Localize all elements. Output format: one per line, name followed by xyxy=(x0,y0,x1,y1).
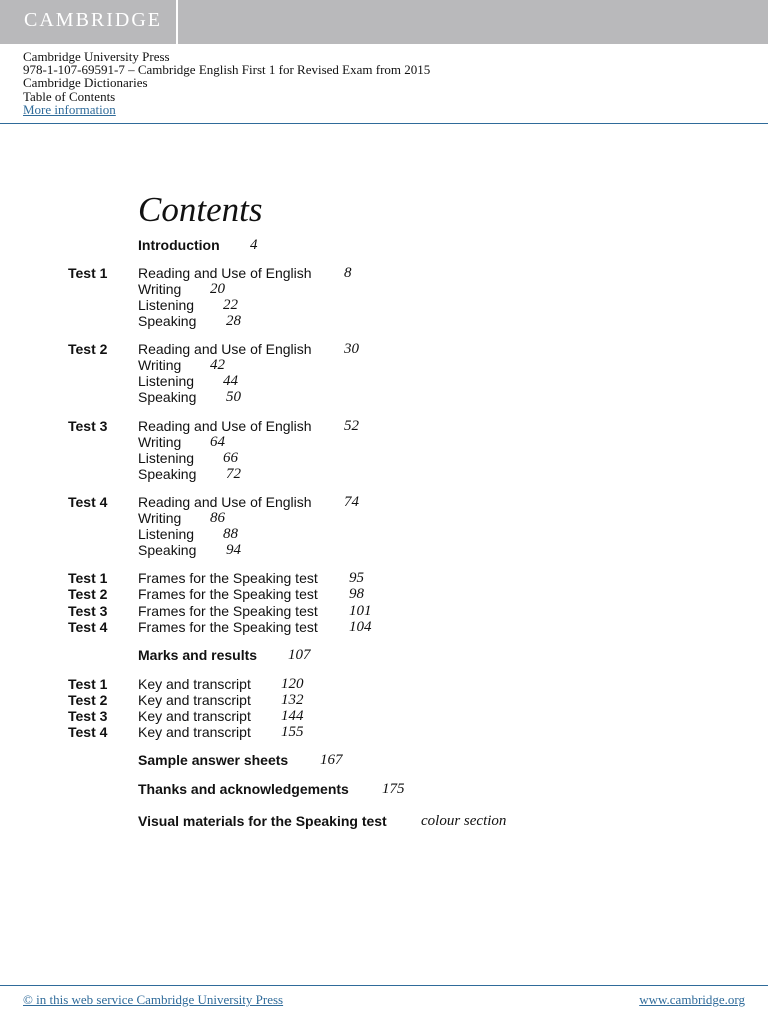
website-link[interactable]: www.cambridge.org xyxy=(639,992,745,1007)
toc-entry-label: Reading and Use of English xyxy=(138,341,312,357)
test-label: Test 4 xyxy=(68,494,108,510)
toc-entry-label: Writing xyxy=(138,281,182,297)
toc-page-number: 132 xyxy=(281,692,304,708)
toc-entry-label: Frames for the Speaking test xyxy=(138,603,318,619)
logo-text: CAMBRIDGE xyxy=(24,9,163,31)
toc-entry-label: Introduction xyxy=(138,237,220,253)
toc-page-number: 22 xyxy=(223,297,238,313)
toc-page-number: 30 xyxy=(344,341,359,357)
test-label: Test 3 xyxy=(68,418,108,434)
toc-page-number: colour section xyxy=(421,813,507,829)
toc-entry-label: Reading and Use of English xyxy=(138,418,312,434)
page-title: Contents xyxy=(138,190,263,229)
toc-entry-label: Key and transcript xyxy=(138,676,251,692)
toc-page-number: 104 xyxy=(349,619,372,635)
toc-entry-label: Reading and Use of English xyxy=(138,265,312,281)
toc-entry-label: Speaking xyxy=(138,542,197,558)
test-label: Test 1 xyxy=(68,265,108,281)
toc-entry-label: Writing xyxy=(138,357,182,373)
toc-page-number: 74 xyxy=(344,494,359,510)
toc-page-number: 72 xyxy=(226,466,241,482)
book-header xyxy=(23,50,430,116)
toc-entry-label: Speaking xyxy=(138,389,197,405)
toc-page-number: 50 xyxy=(226,389,241,405)
toc-entry-label: Listening xyxy=(138,450,195,466)
toc-entry-label: Key and transcript xyxy=(138,708,251,724)
toc-entry-label: Visual materials for the Speaking test xyxy=(138,813,387,829)
toc-page-number: 94 xyxy=(226,542,241,558)
toc-page-number: 4 xyxy=(250,237,258,253)
toc-entry-label: Frames for the Speaking test xyxy=(138,570,318,586)
toc-entry-label: Listening xyxy=(138,373,195,389)
test-label: Test 2 xyxy=(68,692,108,708)
toc-entry-label: Writing xyxy=(138,434,182,450)
isbn-title-line: 978-1-107-69591-7 – Cambridge English First 1 for Revised Exam from 2015 xyxy=(23,62,431,78)
toc-entry-label: Frames for the Speaking test xyxy=(138,586,318,602)
section-line: Table of Contents xyxy=(23,88,116,104)
toc-entry-label: Marks and results xyxy=(138,647,258,663)
toc-page-number: 95 xyxy=(349,570,364,586)
toc-page-number: 66 xyxy=(223,450,238,466)
toc-page-number: 8 xyxy=(344,265,352,281)
series-line: Cambridge Dictionaries xyxy=(23,75,148,91)
toc-entry-label: Sample answer sheets xyxy=(138,752,289,768)
test-label: Test 3 xyxy=(68,708,108,724)
publisher-line: Cambridge University Press xyxy=(23,49,170,64)
toc-entry-label: Key and transcript xyxy=(138,692,251,708)
toc-page-number: 28 xyxy=(226,313,241,329)
toc-page-number: 107 xyxy=(288,647,311,663)
test-label: Test 3 xyxy=(68,603,108,619)
toc-entry-label: Listening xyxy=(138,526,195,542)
test-label: Test 4 xyxy=(68,724,108,740)
top-banner xyxy=(0,0,768,44)
copyright-link[interactable]: © in this web service Cambridge University Press xyxy=(23,992,284,1007)
toc-page-number: 175 xyxy=(382,781,405,797)
test-label: Test 2 xyxy=(68,586,108,602)
toc-entry-label: Thanks and acknowledgements xyxy=(138,781,349,797)
toc-entry-label: Speaking xyxy=(138,313,197,329)
toc-entry-label: Writing xyxy=(138,510,182,526)
test-label: Test 1 xyxy=(68,676,108,692)
toc-page-number: 20 xyxy=(210,281,225,297)
toc-entry-label: Listening xyxy=(138,297,195,313)
toc-page-number: 86 xyxy=(210,510,225,526)
toc-page-number: 44 xyxy=(223,373,238,389)
toc-entry-label: Frames for the Speaking test xyxy=(138,619,318,635)
toc-entry-label: Key and transcript xyxy=(138,724,251,740)
toc-entry-label: Reading and Use of English xyxy=(138,494,312,510)
toc-page-number: 144 xyxy=(281,708,304,724)
more-information-link[interactable]: More information xyxy=(23,101,116,117)
toc-page-number: 167 xyxy=(320,752,343,768)
header-divider xyxy=(0,123,768,124)
toc-page-number: 52 xyxy=(344,418,359,434)
toc-page-number: 64 xyxy=(210,434,225,450)
toc-page-number: 98 xyxy=(349,586,364,602)
cambridge-logo xyxy=(0,0,178,44)
toc-page-number: 88 xyxy=(223,526,238,542)
toc-page-number: 101 xyxy=(349,603,372,619)
test-label: Test 4 xyxy=(68,619,108,635)
footer-divider xyxy=(0,985,768,986)
toc-page-number: 120 xyxy=(281,676,304,692)
toc-page-number: 42 xyxy=(210,357,225,373)
toc-entry-label: Speaking xyxy=(138,466,197,482)
test-label: Test 1 xyxy=(68,570,108,586)
toc-page-number: 155 xyxy=(281,724,304,740)
test-label: Test 2 xyxy=(68,341,108,357)
